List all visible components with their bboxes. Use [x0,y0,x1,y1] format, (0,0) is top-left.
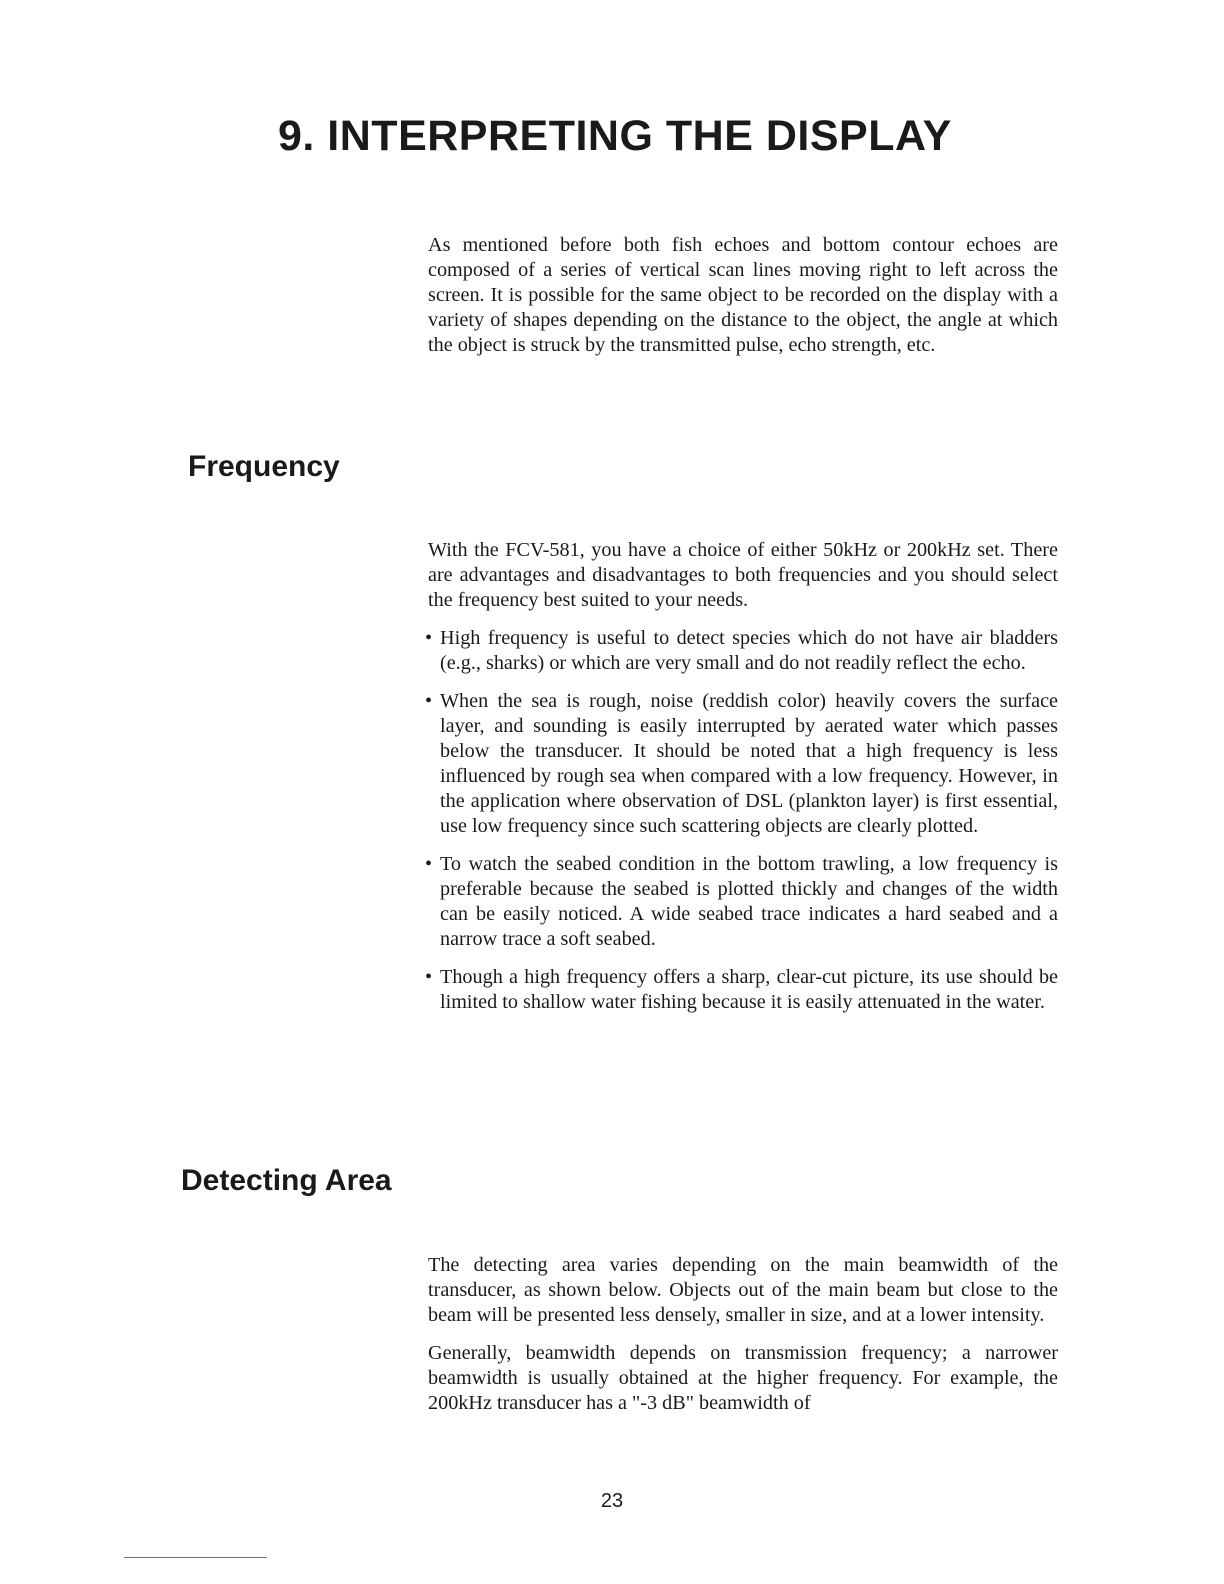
bullet-icon: • [425,627,433,649]
list-item-text: To watch the seabed condition in the bottom trawling, a low frequency is preferable because the seabed is plotted thickly and changes of the width can be easily noticed. A wide seabed trace indicates a hard seabed and a narrow trace a soft seabed. [440,853,1058,950]
detecting-area-paragraph: The detecting area varies depending on the main beamwidth of the transducer, as shown below. Objects out of the main beam but close to the beam will be presented less densely, smaller in size, and at a lower intensity. [428,1254,1058,1326]
bullet-icon: • [425,853,433,875]
intro-section [428,233,1058,358]
footer-divider [124,1557,267,1558]
list-item [425,852,1058,952]
list-item-text: Though a high frequency offers a sharp, clear-cut picture, its use should be limited to shallow water fishing because it is easily attenuated in the water. [440,966,1058,1013]
frequency-bullet-list [425,626,1058,1015]
page-number: 23 [600,1490,624,1512]
list-item [425,965,1058,1015]
detecting-area-heading: Detecting Area [181,1164,392,1197]
bullet-icon: • [425,966,433,988]
bullet-icon: • [425,690,433,712]
list-item [425,626,1058,676]
intro-paragraph: As mentioned before both fish echoes and bottom contour echoes are composed of a series of vertical scan lines moving right to left across the screen. It is possible for the same object to be recorded on the display with a variety of shapes depending on the distance to the object, the angle at which the object is struck by the transmitted pulse, echo strength, etc. [428,234,1058,356]
list-item [425,689,1058,839]
detecting-area-section [428,1253,1058,1416]
chapter-title: 9. INTERPRETING THE DISPLAY [278,112,952,160]
frequency-intro-paragraph: With the FCV-581, you have a choice of either 50kHz or 200kHz set. There are advantages and disadvantages to both frequencies and you should select the frequency best suited to your needs. [428,539,1058,611]
list-item-text: High frequency is useful to detect species which do not have air bladders (e.g., sharks) or which are very small and do not readily reflect the echo. [440,627,1058,674]
frequency-heading: Frequency [188,450,340,483]
detecting-area-paragraph: Generally, beamwidth depends on transmission frequency; a narrower beamwidth is usually obtained at the higher frequency. For example, the 200kHz transducer has a "-3 dB" beamwidth of [428,1342,1058,1414]
frequency-section [425,538,1058,1028]
list-item-text: When the sea is rough, noise (reddish color) heavily covers the surface layer, and sounding is easily interrupted by aerated water which passes below the transducer. It should be noted that a high frequency is less influenced by rough sea when compared with a low frequency. However, in the application where observation of DSL (plankton layer) is first essential, use low frequency since such scattering objects are clearly plotted. [440,690,1058,837]
